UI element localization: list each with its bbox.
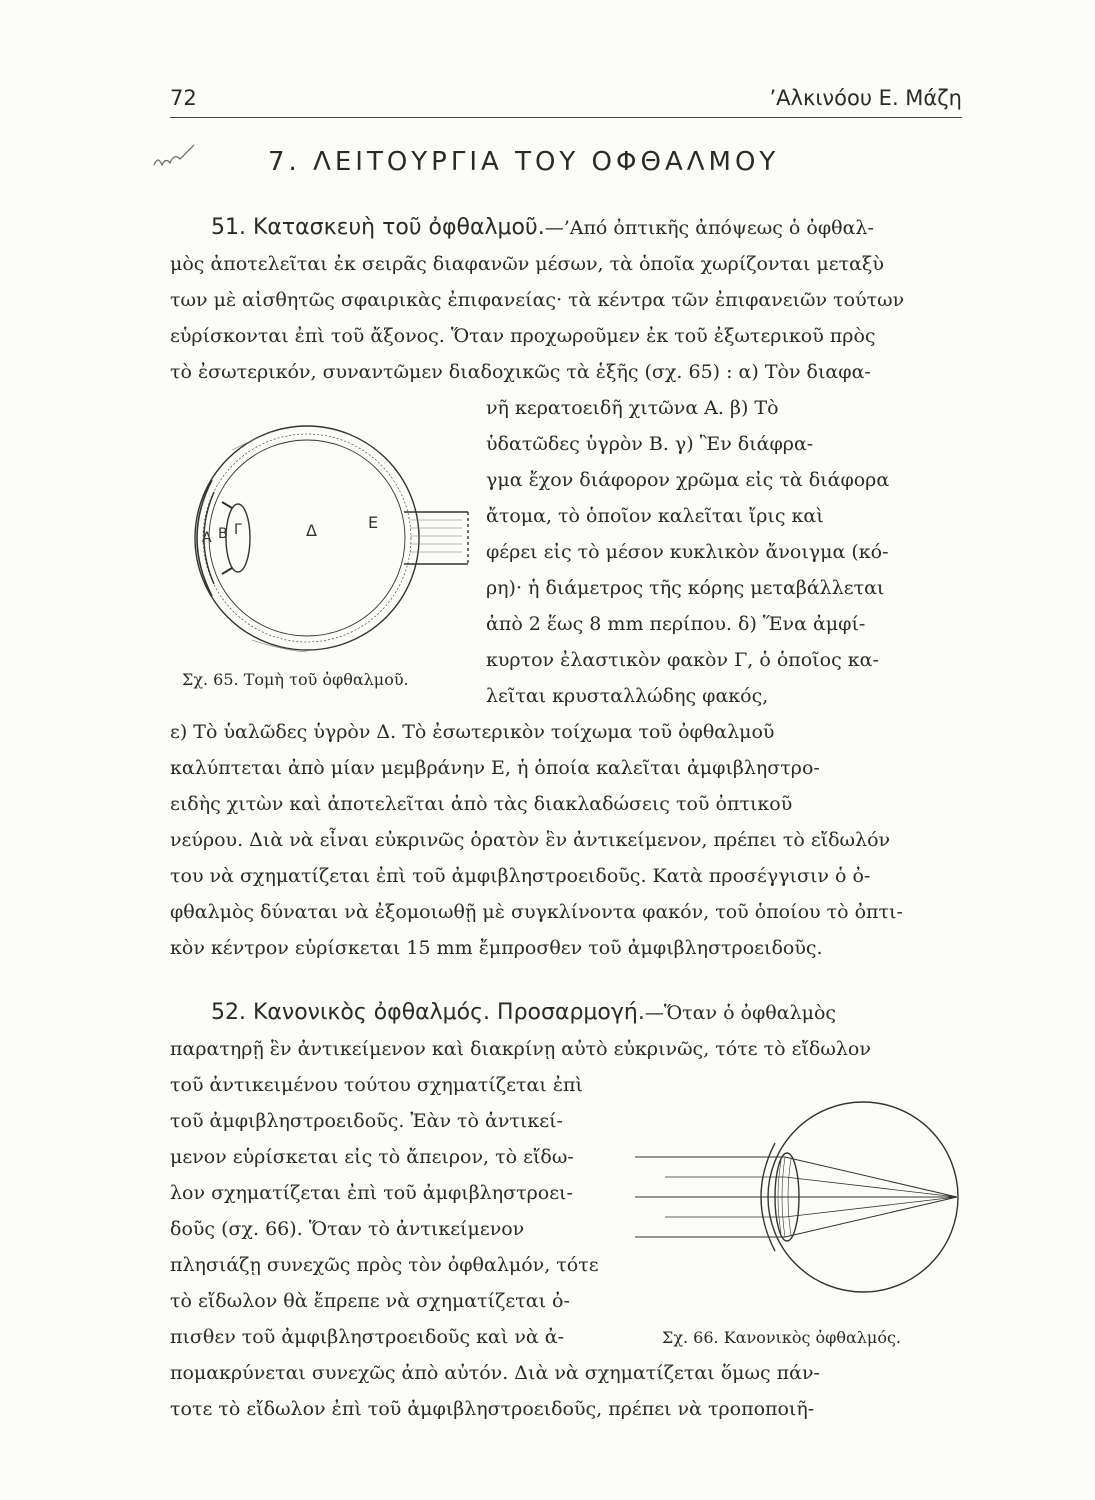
pencil-mark [150, 135, 210, 180]
text-line: του νὰ σχηματίζεται ἐπὶ τοῦ ἀμφιβληστροειδοῦς. Κατὰ προσέγγισιν ὁ ὀ- [170, 865, 871, 887]
text-line: ἀπὸ 2 ἕως 8 mm περίπου. δ) Ἕνα ἀμφί- [486, 613, 866, 635]
text-line: ἄτομα, τὸ ὁποῖον καλεῖται ἴρις καὶ [486, 505, 824, 527]
text-line: πλησιάζῃ συνεχῶς πρὸς τὸν ὀφθαλμόν, τότε [170, 1254, 599, 1276]
text-line: τοτε τὸ εἴδωλον ἐπὶ τοῦ ἀμφιβληστροειδοῦς, πρέπει νὰ τροποποιῆ- [170, 1398, 815, 1420]
text-line: λον σχηματίζεται ἐπὶ τοῦ ἀμφιβληστροει- [170, 1182, 573, 1204]
figure-label-g: Γ [234, 522, 242, 538]
text-line: γμα ἔχον διάφορον χρῶμα εἰς τὰ διάφορα [486, 469, 890, 491]
running-header [170, 82, 962, 122]
figure-label-e: Ε [368, 513, 379, 532]
text-line: των μὲ αἰσθητῶς σφαιρικὰς ἐπιφανείας· τὰ κέντρα τῶν ἐπιφανειῶν τούτων [170, 289, 905, 311]
text-line: ειδὴς χιτὼν καὶ ἀποτελεῖται ἀπὸ τὰς διακλαδώσεις τοῦ ὀπτικοῦ [170, 793, 793, 815]
text-line: ε) Τὸ ὑαλῶδες ὑγρὸν Δ. Τὸ ἐσωτερικὸν τοίχωμα τοῦ ὀφθαλμοῦ [170, 721, 775, 743]
text-line: τοῦ ἀμφιβληστροειδοῦς. Ἐὰν τὸ ἀντικεί- [170, 1110, 563, 1132]
text-line: τοῦ ἀντικειμένου τούτου σχηματίζεται ἐπὶ [170, 1074, 583, 1096]
running-author: ’Αλκινόου Ε. Μάζη [769, 86, 962, 110]
page-number: 72 [170, 86, 197, 110]
text-line: ρη)· ἡ διάμετρος τῆς κόρης μεταβάλλεται [486, 577, 885, 599]
text-line: καλύπτεται ἀπὸ μίαν μεμβράνην Ε, ἡ ὁποία καλεῖται ἀμφιβληστρο- [170, 757, 820, 779]
text-line: κὸν κέντρον εὑρίσκεται 15 mm ἔμπροσθεν τοῦ ἀμφιβληστροειδοῦς. [170, 937, 823, 959]
figure-label-a: Α [202, 530, 212, 546]
text-line: —’Από ὀπτικῆς ἀπόψεως ὁ ὀφθαλ- [544, 217, 874, 239]
text-line: δοῦς (σχ. 66). Ὅταν τὸ ἀντικείμενον [170, 1218, 525, 1240]
text-line: μὸς ἀποτελεῖται ἐκ σειρᾶς διαφανῶν μέσων, τὰ ὁποῖα χωρίζονται μεταξὺ [170, 253, 884, 275]
header-rule [170, 117, 962, 118]
section-52-first-line [211, 1000, 836, 1026]
text-line: τὸ εἴδωλον θὰ ἔπρεπε νὰ σχηματίζεται ὀ- [170, 1290, 570, 1312]
section-51-heading: 51. Κατασκευὴ τοῦ ὀφθαλμοῦ. [211, 215, 545, 240]
text-line: τὸ ἐσωτερικόν, συναντῶμεν διαδοχικῶς τὰ ἑξῆς (σχ. 65) : α) Τὸν διαφα- [170, 361, 871, 383]
section-52-heading: 52. Κανονικὸς ὀφθαλμός. Προσαρμογή. [211, 1000, 645, 1025]
text-line: πισθεν τοῦ ἀμφιβληστροειδοῦς καὶ νὰ ἀ- [170, 1326, 565, 1348]
figure-label-b: Β [218, 526, 228, 542]
text-line: ὑδατῶδες ὑγρὸν Β. γ) Ἓν διάφρα- [486, 433, 814, 455]
figure-65-eye-section [172, 410, 477, 668]
figure-66-caption: Σχ. 66. Κανονικὸς ὀφθαλμός. [662, 1328, 901, 1347]
text-line: παρατηρῇ ἓν ἀντικείμενον καὶ διακρίνῃ αὐτὸ εὐκρινῶς, τότε τὸ εἴδωλον [170, 1038, 871, 1060]
figure-label-d: Δ [306, 521, 317, 540]
text-line: νεύρου. Διὰ νὰ εἶναι εὐκρινῶς ὁρατὸν ἓν ἀντικείμενον, πρέπει τὸ εἴδωλόν [170, 829, 891, 851]
text-line: φθαλμὸς δύναται νὰ ἐξομοιωθῇ μὲ συγκλίνοντα φακόν, τοῦ ὁποίου τὸ ὀπτι- [170, 901, 903, 923]
figure-66-normal-eye [635, 1085, 965, 1315]
text-line: εὑρίσκονται ἐπὶ τοῦ ἄξονος. Ὅταν προχωροῦμεν ἐκ τοῦ ἐξωτερικοῦ πρὸς [170, 325, 876, 347]
section-51-first-line [211, 215, 874, 241]
text-line: —Ὅταν ὁ ὀφθαλμὸς [644, 1002, 837, 1024]
text-line: νῆ κερατοειδῆ χιτῶνα Α. β) Τὸ [486, 397, 779, 419]
text-line: πομακρύνεται συνεχῶς ἀπὸ αὐτόν. Διὰ νὰ σχηματίζεται ὅμως πάν- [170, 1362, 820, 1384]
text-line: λεῖται κρυσταλλώδης φακός, [486, 685, 769, 707]
text-line: κυρτον ἐλαστικὸν φακὸν Γ, ὁ ὁποῖος κα- [486, 649, 879, 671]
chapter-title: 7. ΛΕΙΤΟΥΡΓΙΑ ΤΟΥ ΟΦΘΑΛΜΟΥ [268, 147, 780, 177]
figure-65-caption: Σχ. 65. Τομὴ τοῦ ὀφθαλμοῦ. [182, 670, 409, 689]
text-line: μενον εὑρίσκεται εἰς τὸ ἄπειρον, τὸ εἴδω- [170, 1146, 574, 1168]
text-line: φέρει εἰς τὸ μέσον κυκλικὸν ἄνοιγμα (κό- [486, 541, 889, 563]
